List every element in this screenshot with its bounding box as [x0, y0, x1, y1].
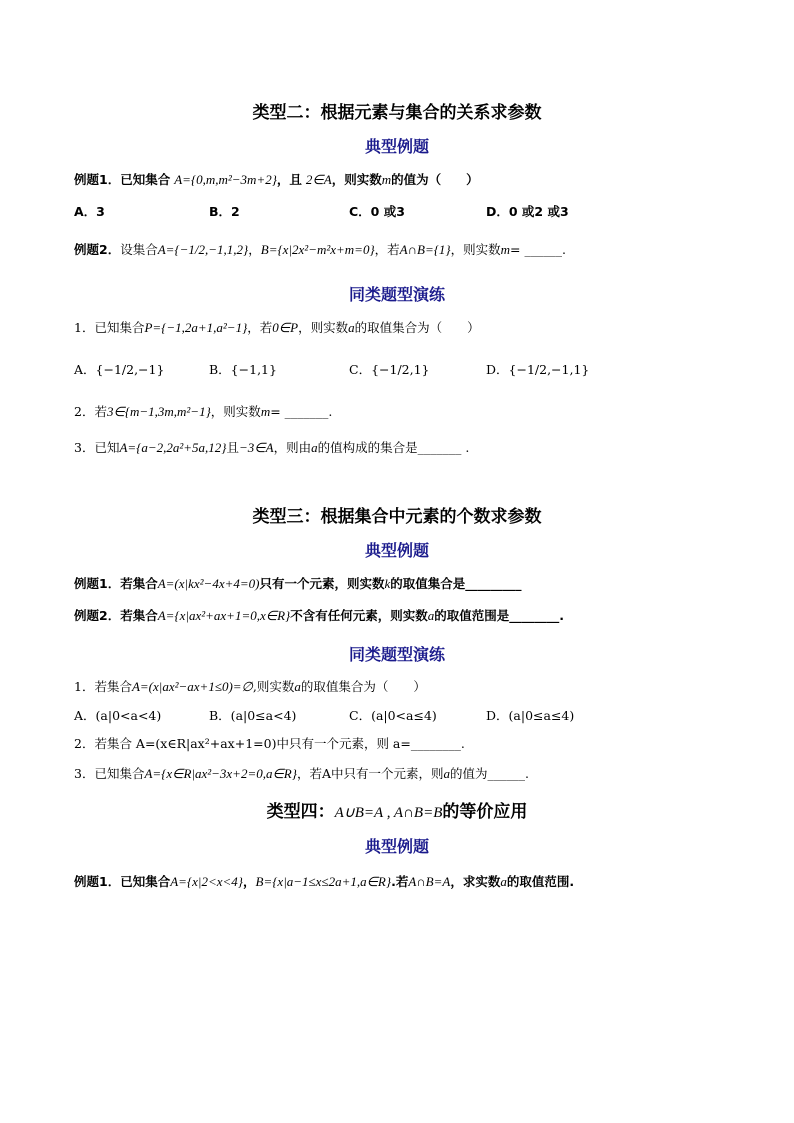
option-c: C．0 或3: [349, 204, 405, 219]
option-d: D．0 或2 或3: [486, 204, 569, 219]
variable: m: [381, 172, 392, 187]
text: ,则实数: [252, 679, 295, 694]
text: 的值构成的集合是_______ .: [317, 440, 470, 455]
formula: A∩B={1}: [399, 242, 451, 257]
formula: A=(x|kx²−4x+4=0): [157, 576, 260, 591]
text: 已知集合: [120, 172, 171, 187]
text: 2．若: [74, 404, 107, 419]
example-1: [74, 574, 522, 594]
option-b: B．2: [209, 204, 240, 219]
formula: A={x|2<x<4}: [170, 874, 243, 889]
text: 且: [226, 440, 240, 455]
text: 不含有任何元素，则实数: [290, 608, 428, 623]
formula: 0∈P: [272, 320, 299, 335]
section-title-type4: [0, 797, 794, 822]
formula: A={−1/2,−1,1,2}: [157, 242, 249, 257]
text: ，若: [247, 320, 273, 335]
text: ，: [248, 242, 261, 257]
text: ，: [243, 874, 256, 889]
text: ，则由: [273, 440, 312, 455]
text: 类型四：: [266, 802, 335, 822]
text: 已知集合: [120, 874, 171, 889]
text: = ______.: [510, 242, 566, 257]
subheading-practice: 同类题型演练: [348, 645, 445, 664]
variable: a: [348, 320, 355, 335]
practice-3: [74, 764, 529, 784]
example-label: 例题1．: [74, 172, 121, 187]
formula: 3∈{m−1,3m,m²−1}: [106, 404, 211, 419]
practice-3: [74, 438, 469, 458]
text: ，则实数: [210, 404, 261, 419]
subheading-typical-examples: 典型例题: [364, 137, 429, 156]
text: ，且: [276, 172, 302, 187]
text: .若: [391, 874, 409, 889]
formula: A={x|ax²+ax+1=0,x∈R}: [157, 608, 291, 623]
text: ，则实数: [298, 320, 349, 335]
formula: 2∈A: [305, 172, 332, 187]
text: 只有一个元素，则实数: [259, 576, 385, 591]
text: 的值为______.: [449, 766, 529, 781]
text: 的取值范围.: [506, 874, 575, 889]
option-c: C．(a|0<a≤4): [349, 708, 437, 723]
text: 1．若集合: [74, 679, 132, 694]
subheading-typical-examples: 典型例题: [364, 541, 429, 560]
text: ，则实数: [450, 242, 501, 257]
option-b: B．{−1,1}: [209, 362, 277, 377]
text: 若集合: [120, 608, 158, 623]
variable: a: [500, 874, 507, 889]
formula: A={x∈R|ax²−3x+2=0,a∈R}: [144, 766, 297, 781]
section-title-type2: 类型二：根据元素与集合的关系求参数: [252, 103, 542, 123]
practice-1: [74, 677, 426, 697]
text: 的取值集合是_________: [390, 576, 522, 591]
example-label: 例题1．: [74, 874, 121, 889]
formula: A∩B=A: [408, 874, 451, 889]
example-label: 例题2．: [74, 242, 121, 257]
example-label: 例题2．: [74, 608, 121, 623]
text: 若集合: [120, 576, 158, 591]
option-a: A．(a|0<a<4): [74, 708, 162, 723]
variable: k: [384, 576, 391, 591]
practice-1: [74, 318, 480, 338]
variable: a: [294, 679, 301, 694]
subheading-practice: 同类题型演练: [348, 285, 445, 304]
example-1: [74, 170, 479, 190]
formula: A∪B=A , A∩B=B: [334, 805, 443, 821]
text: 的取值集合为（ ）: [354, 320, 480, 335]
example-label: 例题1．: [74, 576, 121, 591]
formula: B={x|2x²−m²x+m=0}: [260, 242, 375, 257]
text: 1．已知集合: [74, 320, 145, 335]
option-a: A．{−1/2,−1}: [74, 362, 165, 377]
option-b: B．(a|0≤a<4): [209, 708, 297, 723]
variable: a: [427, 608, 435, 623]
formula: A={a−2,2a²+5a,12}: [119, 440, 227, 455]
text: = _______.: [270, 404, 333, 419]
text: 的取值范围是________.: [434, 608, 564, 623]
text: ，若: [374, 242, 400, 257]
variable: m: [260, 404, 271, 419]
subheading-typical-examples: 典型例题: [364, 837, 429, 856]
text: 的值为（ ）: [391, 172, 479, 187]
practice-2: 2．若集合 A=(x∈R|ax²+ax+1=0)中只有一个元素，则 a=________.: [74, 736, 465, 751]
formula: B={x|a−1≤x≤2a+1,a∈R}: [255, 874, 392, 889]
text: ，若A中只有一个元素，则: [296, 766, 444, 781]
example-2: [74, 606, 564, 626]
option-d: D．{−1/2,−1,1}: [486, 362, 590, 377]
practice-2: [74, 402, 332, 422]
formula: A=(x|ax²−ax+1≤0)=∅: [131, 679, 253, 694]
variable: a: [311, 440, 318, 455]
text: 的等价应用: [442, 802, 528, 822]
option-a: A．3: [74, 204, 105, 219]
section-title-type3: 类型三：根据集合中元素的个数求参数: [252, 507, 542, 527]
text: 3．已知: [74, 440, 120, 455]
variable: a: [443, 766, 450, 781]
text: ，则实数: [331, 172, 382, 187]
option-c: C．{−1/2,1}: [349, 362, 430, 377]
formula: P={−1,2a+1,a²−1}: [144, 320, 248, 335]
variable: m: [500, 242, 511, 257]
example-1: [74, 872, 574, 892]
text: 设集合: [120, 242, 158, 257]
text: 的取值集合为（ ）: [300, 679, 426, 694]
text: 3．已知集合: [74, 766, 145, 781]
text: ，求实数: [450, 874, 501, 889]
example-2: [74, 240, 566, 260]
option-d: D．(a|0≤a≤4): [486, 708, 575, 723]
formula: −3∈A: [239, 440, 274, 455]
formula: A={0,m,m²−3m+2}: [174, 172, 277, 187]
